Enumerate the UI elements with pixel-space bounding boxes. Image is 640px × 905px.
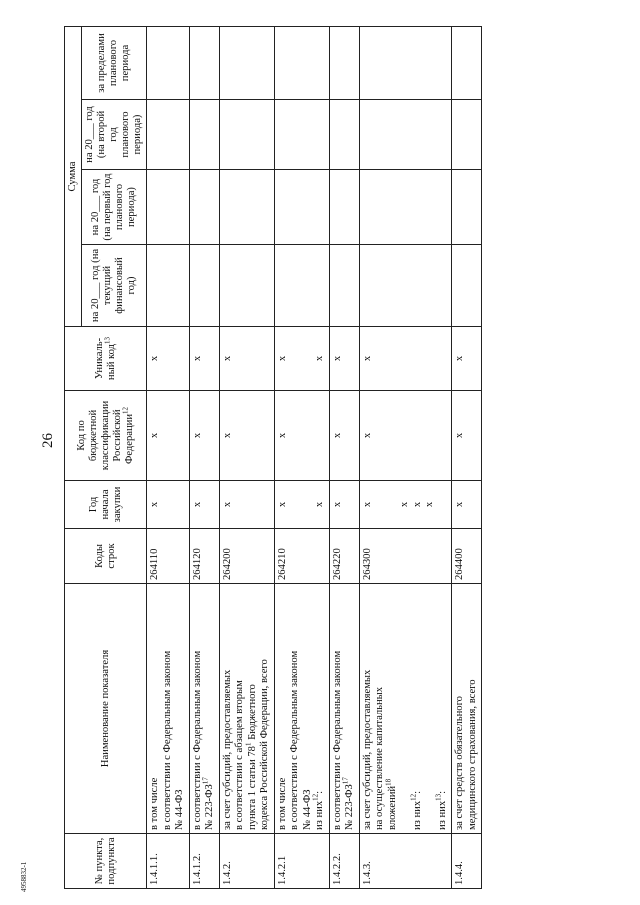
sum-cell <box>147 170 190 245</box>
sum-cell <box>329 245 359 327</box>
document-code: 4958832-1 <box>20 861 28 892</box>
budget-code <box>329 391 359 481</box>
indicator-line: в соответствии с Федеральным законом <box>191 650 203 830</box>
sum-cell <box>452 170 482 245</box>
cross-mark: х <box>411 501 423 508</box>
indicator-line: № 223-ФЗ$^{17}$ <box>201 777 216 830</box>
header-row-codes: Коды строк <box>65 529 147 584</box>
row-code: 264110 <box>147 529 190 584</box>
spacer <box>374 484 387 525</box>
table-row <box>219 27 274 889</box>
cross-mark: х <box>361 432 373 439</box>
footnote-ref: 17 <box>341 777 350 785</box>
footnote-ref: 17 <box>201 777 210 785</box>
table-row <box>359 27 452 889</box>
sum-cell <box>189 170 219 245</box>
indicator-line: в том числе <box>149 777 161 830</box>
header-sum-beyond: за пределами планового периода <box>82 27 147 100</box>
sum-cell <box>329 170 359 245</box>
sum-cell <box>359 27 452 100</box>
cross-mark: х <box>276 432 288 439</box>
indicator-line: за счет субсидий, предоставляемых <box>221 669 233 830</box>
cross-mark: х <box>221 432 233 439</box>
sum-cell <box>359 245 452 327</box>
footnote-ref: 12 <box>409 793 418 801</box>
sum-cell <box>147 27 190 100</box>
sum-cell <box>219 170 274 245</box>
indicator-line: в соответствии с абзацем вторым <box>234 680 246 830</box>
cross-mark: х <box>361 355 373 362</box>
budget-code <box>189 391 219 481</box>
sum-cell <box>274 100 329 170</box>
sum-cell <box>147 100 190 170</box>
purchase-year <box>274 481 329 529</box>
header-sum-first-year: на 20___ год (на первый год планового периода) <box>82 170 147 245</box>
unique-code <box>189 327 219 391</box>
unique-code <box>359 327 452 391</box>
sum-cell <box>147 245 190 327</box>
item-number: 1.4.2.2. <box>329 834 359 889</box>
row-code: 264210 <box>274 529 329 584</box>
cross-mark: х <box>191 355 203 362</box>
indicators-table <box>64 26 482 889</box>
header-sum-current: на 20___ год (на текущий финансовый год) <box>82 245 147 327</box>
spacer <box>387 484 400 525</box>
page-number: 26 <box>40 433 56 448</box>
cross-mark: х <box>221 501 233 508</box>
cross-mark: х <box>191 501 203 508</box>
cross-mark: х <box>149 355 161 362</box>
purchase-year <box>189 481 219 529</box>
row-code: 264220 <box>329 529 359 584</box>
indicator-line: кодекса Российской Федерации, всего <box>259 659 271 830</box>
unique-code <box>147 327 190 391</box>
indicator-name <box>189 584 219 834</box>
sum-cell <box>359 100 452 170</box>
indicator-line: в том числе <box>276 777 288 830</box>
sum-cell <box>219 27 274 100</box>
cross-mark: х <box>399 501 411 508</box>
spacer <box>302 330 315 387</box>
unique-code <box>219 327 274 391</box>
sum-cell <box>189 245 219 327</box>
cross-mark: х <box>276 501 288 508</box>
table-row <box>147 27 190 889</box>
unique-code <box>452 327 482 391</box>
item-number: 1.4.2.1 <box>274 834 329 889</box>
header-purchase-year: Год начала закупки <box>65 481 147 529</box>
table-row <box>274 27 329 889</box>
sum-cell <box>189 100 219 170</box>
sum-cell <box>359 170 452 245</box>
indicator-name <box>219 584 274 834</box>
sum-cell <box>219 245 274 327</box>
rotated-table-wrapper <box>64 27 601 889</box>
indicator-line: в соответствии с Федеральным законом <box>161 650 173 830</box>
sum-cell <box>329 27 359 100</box>
purchase-year <box>219 481 274 529</box>
cross-mark: х <box>276 355 288 362</box>
row-code: 264120 <box>189 529 219 584</box>
purchase-year <box>452 481 482 529</box>
footnote-ref: 18 <box>384 778 393 786</box>
indicator-line: медицинского страхования, всего <box>466 679 478 830</box>
row-code: 264300 <box>359 529 452 584</box>
header-sum-second-year: на 20___ год (на второй год планового периода) <box>82 100 147 170</box>
indicator-line: за счет субсидий, предоставляемых <box>361 669 373 830</box>
sum-cell <box>219 100 274 170</box>
table-row <box>452 27 482 889</box>
item-number: 1.4.1.1. <box>147 834 190 889</box>
sum-cell <box>452 27 482 100</box>
indicator-line: на осуществление капитальных <box>374 686 386 830</box>
table-row <box>329 27 359 889</box>
cross-mark: х <box>454 501 466 508</box>
budget-code <box>452 391 482 481</box>
spacer <box>302 484 315 525</box>
sub-indicator-line: из них$^{12}$: <box>409 790 423 830</box>
spacer <box>289 484 302 525</box>
budget-code <box>274 391 329 481</box>
item-number: 1.4.1.2. <box>189 834 219 889</box>
sum-cell <box>274 245 329 327</box>
indicator-name <box>359 584 452 834</box>
sub-indicator-line: из них$^{12}$: <box>311 790 326 830</box>
indicator-line: пункта 1 статьи $78^1$ Бюджетного <box>244 684 258 830</box>
budget-code <box>359 391 452 481</box>
spacer <box>289 330 302 387</box>
cross-mark: х <box>454 432 466 439</box>
footnote-ref: 12 <box>311 793 320 801</box>
indicator-line: вложений$^{18}$ <box>384 778 398 830</box>
indicator-line: № 44-ФЗ <box>174 789 186 830</box>
cross-mark: х <box>191 432 203 439</box>
indicator-line: в соответствии с Федеральным законом <box>289 650 301 830</box>
header-sum: Сумма <box>65 27 82 327</box>
cross-mark: х <box>314 501 326 508</box>
indicator-name <box>274 584 329 834</box>
cross-mark: х <box>424 501 436 508</box>
cross-mark: х <box>331 432 343 439</box>
indicator-name <box>147 584 190 834</box>
item-number: 1.4.4. <box>452 834 482 889</box>
indicator-name <box>329 584 359 834</box>
header-budget-code: Код по бюджетной классификации Российской Федерации$^{12}$ <box>65 391 147 481</box>
sub-indicator-line: из них$^{13}$: <box>434 790 448 830</box>
cross-mark: х <box>314 355 326 362</box>
cross-mark: х <box>331 355 343 362</box>
table-body <box>147 27 482 889</box>
purchase-year <box>147 481 190 529</box>
footnote-ref: 1 <box>244 742 253 747</box>
sum-cell <box>329 100 359 170</box>
header-item-number: № пункта, подпункта <box>65 834 147 889</box>
footnote-ref: 13 <box>434 793 443 801</box>
cross-mark: х <box>331 501 343 508</box>
sum-cell <box>452 245 482 327</box>
indicator-name <box>452 584 482 834</box>
row-code: 264200 <box>219 529 274 584</box>
cross-mark: х <box>149 432 161 439</box>
budget-code <box>219 391 274 481</box>
indicator-line: в соответствии с Федеральным законом <box>331 650 343 830</box>
unique-code <box>274 327 329 391</box>
sum-cell <box>452 100 482 170</box>
sum-cell <box>189 27 219 100</box>
cross-mark: х <box>149 501 161 508</box>
purchase-year <box>329 481 359 529</box>
purchase-year <box>359 481 452 529</box>
row-code: 264400 <box>452 529 482 584</box>
cross-mark: х <box>454 355 466 362</box>
sum-cell <box>274 170 329 245</box>
cross-mark: х <box>361 501 373 508</box>
item-number: 1.4.2. <box>219 834 274 889</box>
table-row <box>189 27 219 889</box>
unique-code <box>329 327 359 391</box>
item-number: 1.4.3. <box>359 834 452 889</box>
header-indicator-name: Наименование показателя <box>65 584 147 834</box>
header-unique-code: Уникаль-ный код$^{13}$ <box>65 327 147 391</box>
budget-code <box>147 391 190 481</box>
indicator-line: № 44-ФЗ <box>301 789 313 830</box>
sum-cell <box>274 27 329 100</box>
cross-mark: х <box>221 355 233 362</box>
indicator-line: № 223-ФЗ$^{17}$ <box>341 777 356 830</box>
indicator-line: за счет средств обязательного <box>454 696 466 830</box>
